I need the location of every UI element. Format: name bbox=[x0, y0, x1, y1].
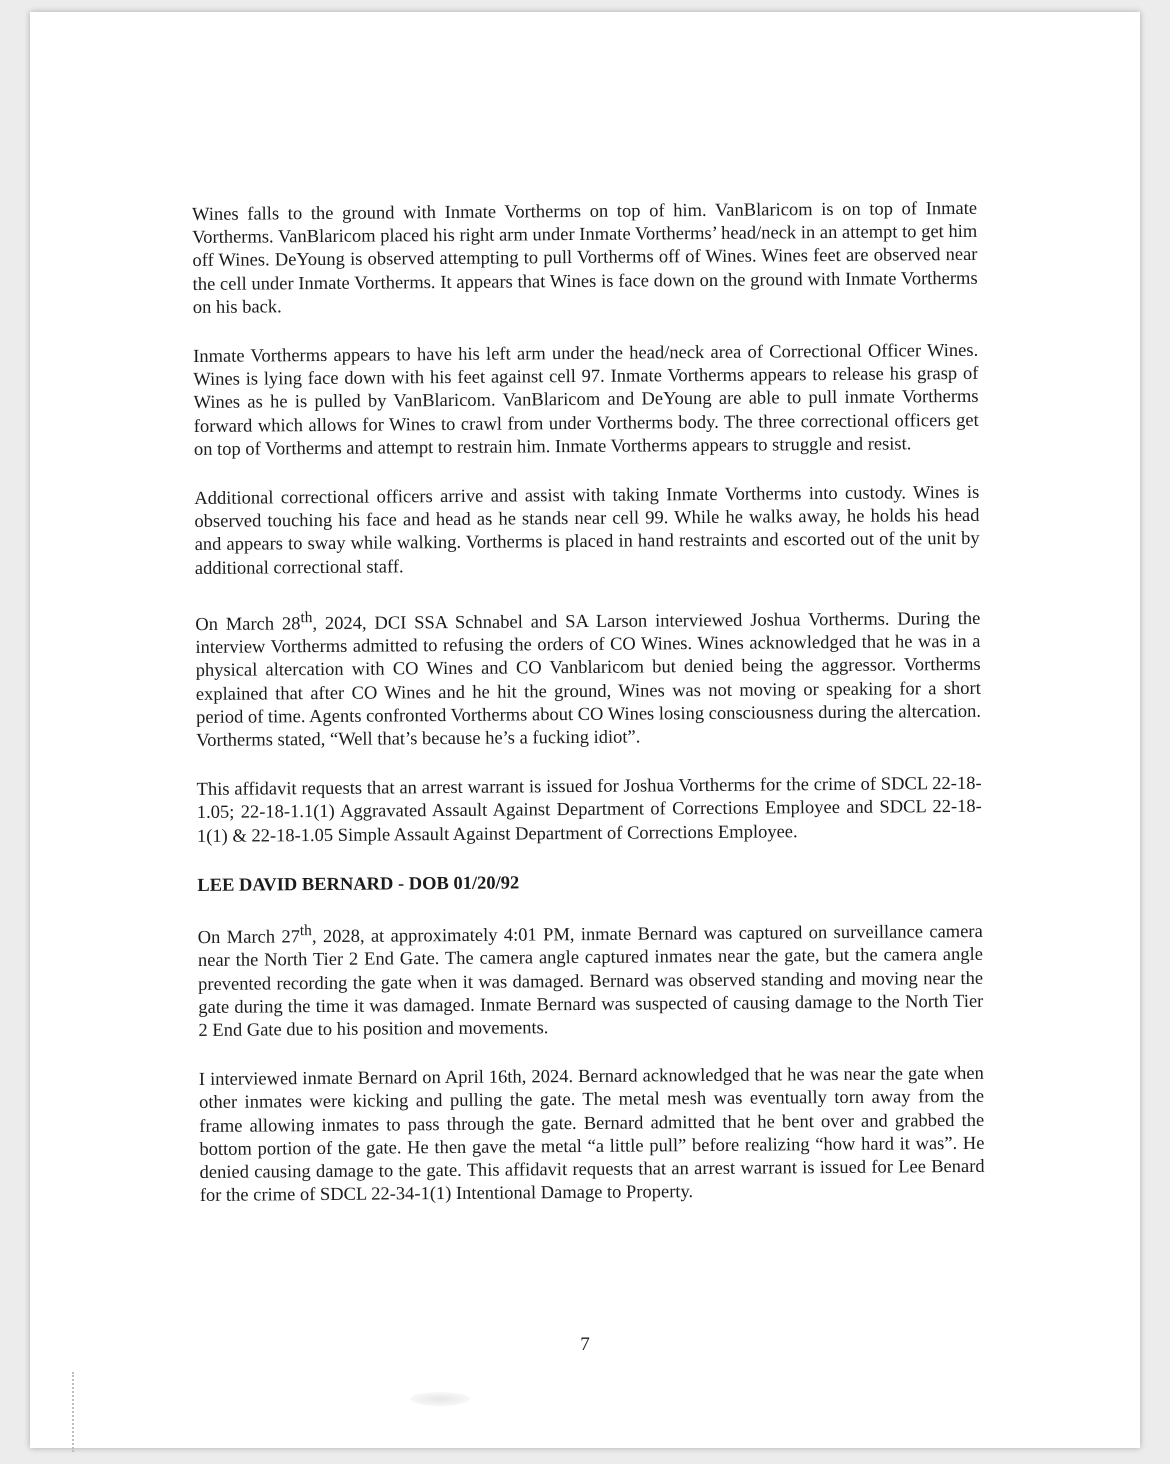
ordinal-suffix: th bbox=[299, 922, 312, 940]
paragraph-takedown: Wines falls to the ground with Inmate Vortherms on top of him. VanBlaricom is on top of Inmate Vortherms. VanBlaricom placed his right arm under Inmate Vortherms’ head/neck in an attempt to get him off Wines. DeYoung is observed attempting to pull Vortherms off of Wines. Wines feet are observed near the cell under Inmate Vortherms. It appears that Wines is face down on the ground with Inmate Vortherms on his back. bbox=[192, 198, 978, 318]
interview-text-rest: , 2024, DCI SSA Schnabel and SA Larson interviewed Joshua Vortherms. During the interview Vortherms admitted to refusing the orders of CO Wines. Wines acknowledged that he was in a physical altercation with CO Wines and CO Vanblaricom but denied being the aggressor. Vortherms explained that after CO Wines and he hit the ground, Wines was not moving or speaking for a short period of time. Agents confronted Vortherms about CO Wines losing consciousness during the altercation. Vortherms stated, “Well that’s because he’s a fucking idiot”. bbox=[195, 608, 982, 751]
paragraph-warrant-request: This affidavit requests that an arrest warrant is issued for Joshua Vortherms for the crime of SDCL 22-18-1.05; 22-18-1.1(1) Aggravated Assault Against Department of Corrections Employee and SDCL 22-18-1(1) & 22-18-1.05 Simple Assault Against Department of Corrections Employee. bbox=[196, 774, 982, 847]
surveillance-text-rest: , 2028, at approximately 4:01 PM, inmate Bernard was captured on surveillance camera near the North Tier 2 End Gate. The camera angle captured inmates near the gate, but the camera angle prevented recording the gate when it was damaged. Bernard was observed standing and moving near the gate during the time it was damaged. Inmate Bernard was suspected of causing damage to the North Tier 2 End Gate due to his position and movements. bbox=[197, 921, 984, 1041]
page-number: 7 bbox=[580, 1334, 590, 1355]
ordinal-suffix: th bbox=[300, 608, 313, 627]
scan-smudge bbox=[410, 1392, 470, 1406]
paragraph-bernard-interview: I interviewed inmate Bernard on April 16th, 2024. Bernard acknowledged that he was near the gate when other inmates were kicking and pulling the gate. The metal mesh was eventually torn away from the frame allowing inmates to pass through the gate. Bernard admitted that he bent over and grabbed the bottom portion of the gate. He then gave the metal “a little pull” before realizing “how hard it was”. He denied causing damage to the gate. This affidavit requests that an arrest warrant is issued for Lee Benard for the crime of SDCL 22-34-1(1) Intentional Damage to Property. bbox=[198, 1064, 985, 1207]
interview-text-start: On March 28 bbox=[195, 614, 301, 635]
page-body bbox=[192, 198, 985, 1235]
surveillance-text-start: On March 27 bbox=[197, 927, 300, 949]
paragraph-surveillance bbox=[198, 914, 984, 1043]
paragraph-restraint: Inmate Vortherms appears to have his left arm under the head/neck area of Correctional Officer Wines. Wines is lying face down with his feet against cell 97. Inmate Vortherms appears to release his grasp of Wines as he is pulled by VanBlaricom. VanBlaricom and DeYoung are able to pull inmate Vortherms forward which allows for Wines to crawl from under Vortherms body. The three correctional officers get on top of Vortherms and attempt to restrain him. Inmate Vortherms appears to struggle and resist. bbox=[193, 340, 979, 460]
section-heading: LEE DAVID BERNARD - DOB 01/20/92 bbox=[197, 873, 520, 896]
paragraph-interview bbox=[195, 601, 981, 754]
document-page bbox=[30, 12, 1140, 1448]
scan-artifact bbox=[72, 1372, 77, 1452]
paragraph-custody: Additional correctional officers arrive and assist with taking Inmate Vortherms into custody. Wines is observed touching his face and head as he stands near cell 99. While he walks away, he holds his head and appears to sway while walking. Vortherms is placed in hand restraints and escorted out of the unit by additional correctional staff. bbox=[194, 482, 980, 579]
